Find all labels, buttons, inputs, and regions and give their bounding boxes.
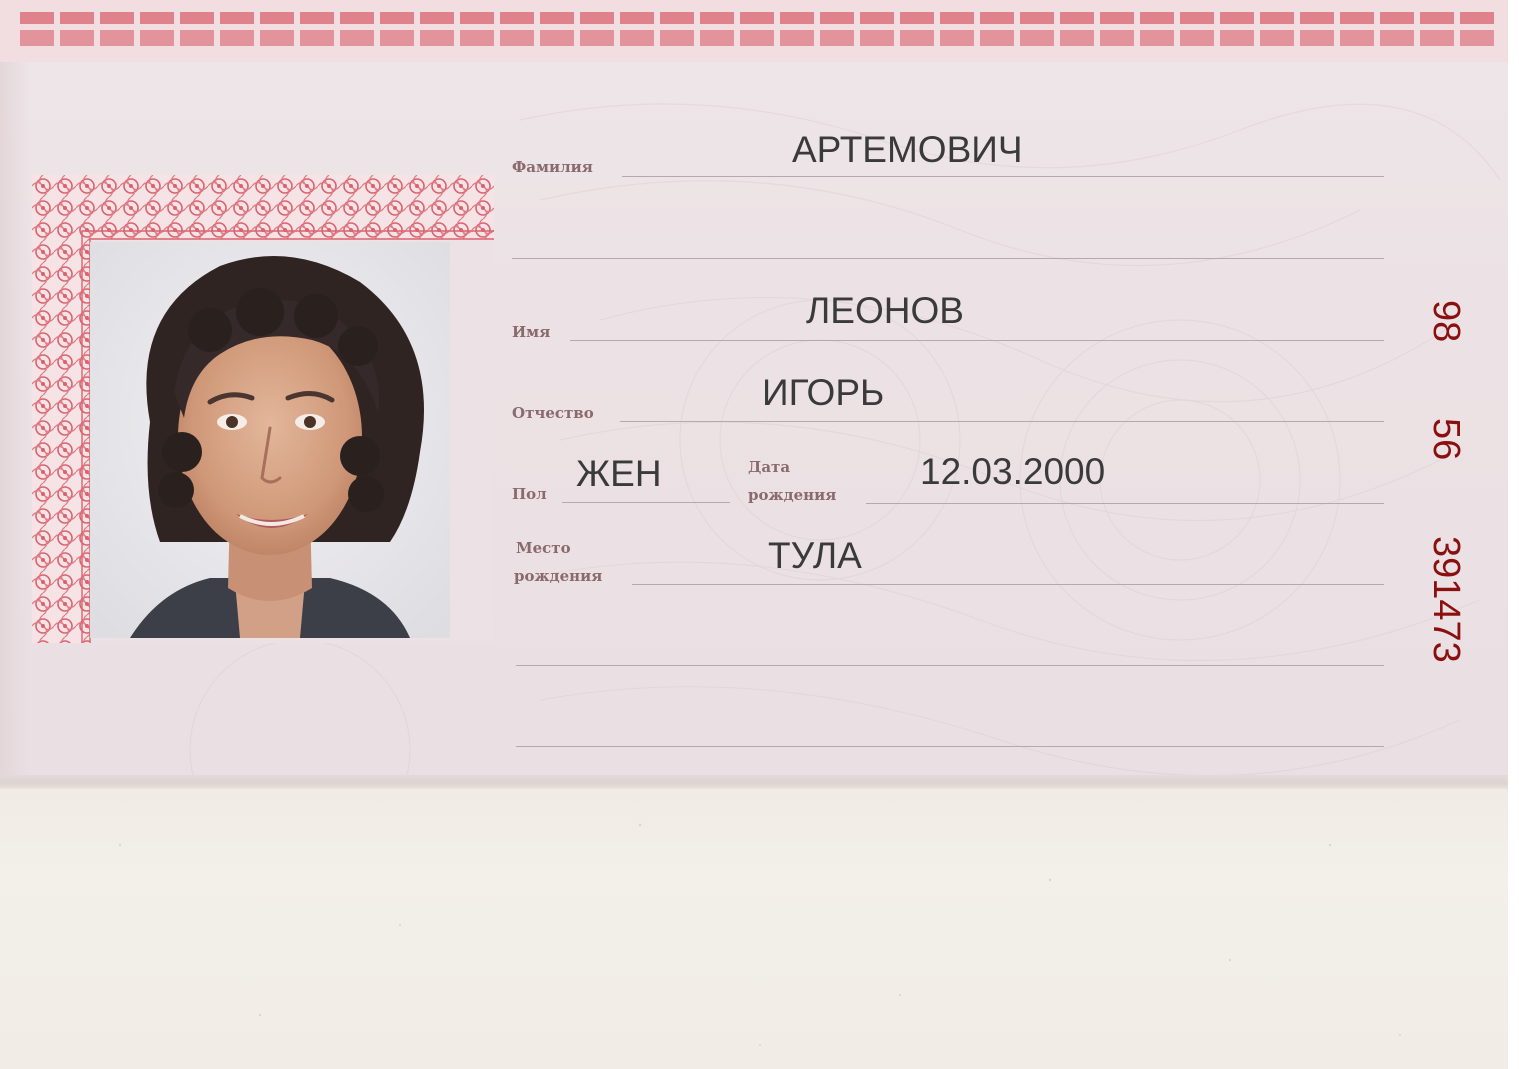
lower-page-texture [0, 785, 1519, 1069]
top-strip-block [100, 30, 134, 46]
top-strip-block [180, 12, 214, 24]
top-strip-block [660, 30, 694, 46]
patronymic-underline [620, 421, 1384, 422]
top-strip-block [1220, 30, 1254, 46]
top-strip-block [740, 12, 774, 24]
top-strip-block [260, 30, 294, 46]
top-strip-block [1140, 30, 1174, 46]
top-strip-block [1140, 12, 1174, 24]
top-strip-block [1420, 12, 1454, 24]
top-strip-block [1180, 12, 1214, 24]
surname-underline [622, 176, 1384, 177]
birth-date-label-line2: рождения [748, 486, 837, 504]
top-strip-block [1060, 12, 1094, 24]
top-strip-block [1180, 30, 1214, 46]
surname-extra-line [512, 258, 1384, 259]
top-strip-block [1260, 30, 1294, 46]
birth-place-label-line2: рождения [514, 567, 603, 585]
top-strip-block [1100, 30, 1134, 46]
top-strip-block [140, 12, 174, 24]
top-strip-block [1220, 12, 1254, 24]
top-strip-block [60, 30, 94, 46]
top-strip-block [1100, 12, 1134, 24]
page-fold-edge [0, 775, 1508, 789]
top-strip-block [620, 12, 654, 24]
top-strip-block [1260, 12, 1294, 24]
birth-date-underline [866, 503, 1384, 504]
top-strip-block [540, 30, 574, 46]
top-strip-block [220, 30, 254, 46]
right-margin [1508, 0, 1519, 1069]
lower-page [0, 785, 1519, 1069]
top-strip-block [620, 30, 654, 46]
top-strip-block [1020, 30, 1054, 46]
birth-date-value: 12.03.2000 [920, 451, 1106, 492]
given-name-label: Имя [512, 323, 551, 341]
top-strip-block [500, 30, 534, 46]
top-strip-block [140, 30, 174, 46]
portrait-photo-icon [90, 242, 450, 638]
blank-line-1 [516, 665, 1384, 666]
top-ornament-pattern [0, 0, 1508, 62]
top-strip-block [660, 12, 694, 24]
top-strip-block [20, 30, 54, 46]
top-strip-block [420, 12, 454, 24]
top-strip-block [860, 30, 894, 46]
top-strip-block [340, 30, 374, 46]
top-strip-block [540, 12, 574, 24]
birth-place-value: ТУЛА [768, 535, 862, 576]
top-strip-block [580, 30, 614, 46]
surname-value: АРТЕМОВИЧ [792, 129, 1023, 170]
top-strip-block [380, 30, 414, 46]
birth-place-underline [632, 584, 1384, 585]
birth-date-label-line1: Дата [748, 458, 791, 476]
sex-label: Пол [512, 485, 547, 503]
top-strip-block [1300, 12, 1334, 24]
top-strip-block [60, 12, 94, 24]
blank-line-2 [516, 746, 1384, 747]
top-strip-block [820, 12, 854, 24]
passport-number: 391473 [1425, 536, 1467, 663]
top-strip-block [1460, 12, 1494, 24]
top-strip-block [180, 30, 214, 46]
top-strip-block [380, 12, 414, 24]
top-strip-block [260, 12, 294, 24]
top-strip-block [1340, 30, 1374, 46]
top-strip-block [460, 12, 494, 24]
top-strip-block [900, 12, 934, 24]
top-strip-block [900, 30, 934, 46]
birth-place-label-line1: Место [516, 539, 571, 557]
top-strip-block [1380, 30, 1414, 46]
spine-shadow [0, 0, 30, 785]
top-strip-block [500, 12, 534, 24]
top-strip-block [700, 12, 734, 24]
top-strip-block [1380, 12, 1414, 24]
top-strip-block [1340, 12, 1374, 24]
top-strip-block [20, 12, 54, 24]
top-strip-block [300, 12, 334, 24]
top-strip-block [1020, 12, 1054, 24]
top-strip-block [860, 12, 894, 24]
top-strip-block [100, 12, 134, 24]
top-strip-block [460, 30, 494, 46]
top-strip-block [420, 30, 454, 46]
surname-label: Фамилия [512, 158, 593, 176]
top-strip-block [220, 12, 254, 24]
top-strip-block [820, 30, 854, 46]
top-strip-block [940, 12, 974, 24]
given-name-underline [570, 340, 1384, 341]
top-strip-block [980, 30, 1014, 46]
sex-value: ЖЕН [576, 453, 662, 494]
top-strip-block [740, 30, 774, 46]
top-strip-block [300, 30, 334, 46]
top-strip-block [1420, 30, 1454, 46]
top-strip-block [980, 12, 1014, 24]
top-strip-block [340, 12, 374, 24]
series-part1: 98 [1425, 300, 1467, 343]
top-strip-block [1060, 30, 1094, 46]
given-name-value: ЛЕОНОВ [806, 290, 964, 331]
top-strip-block [940, 30, 974, 46]
top-ornament-strip [0, 0, 1508, 62]
top-strip-block [780, 12, 814, 24]
top-strip-block [1300, 30, 1334, 46]
series-part2: 56 [1425, 418, 1467, 461]
top-strip-block [580, 12, 614, 24]
top-strip-block [780, 30, 814, 46]
top-strip-block [700, 30, 734, 46]
sex-underline [562, 502, 730, 503]
top-strip-block [1460, 30, 1494, 46]
patronymic-value: ИГОРЬ [762, 372, 885, 413]
patronymic-label: Отчество [512, 404, 594, 422]
